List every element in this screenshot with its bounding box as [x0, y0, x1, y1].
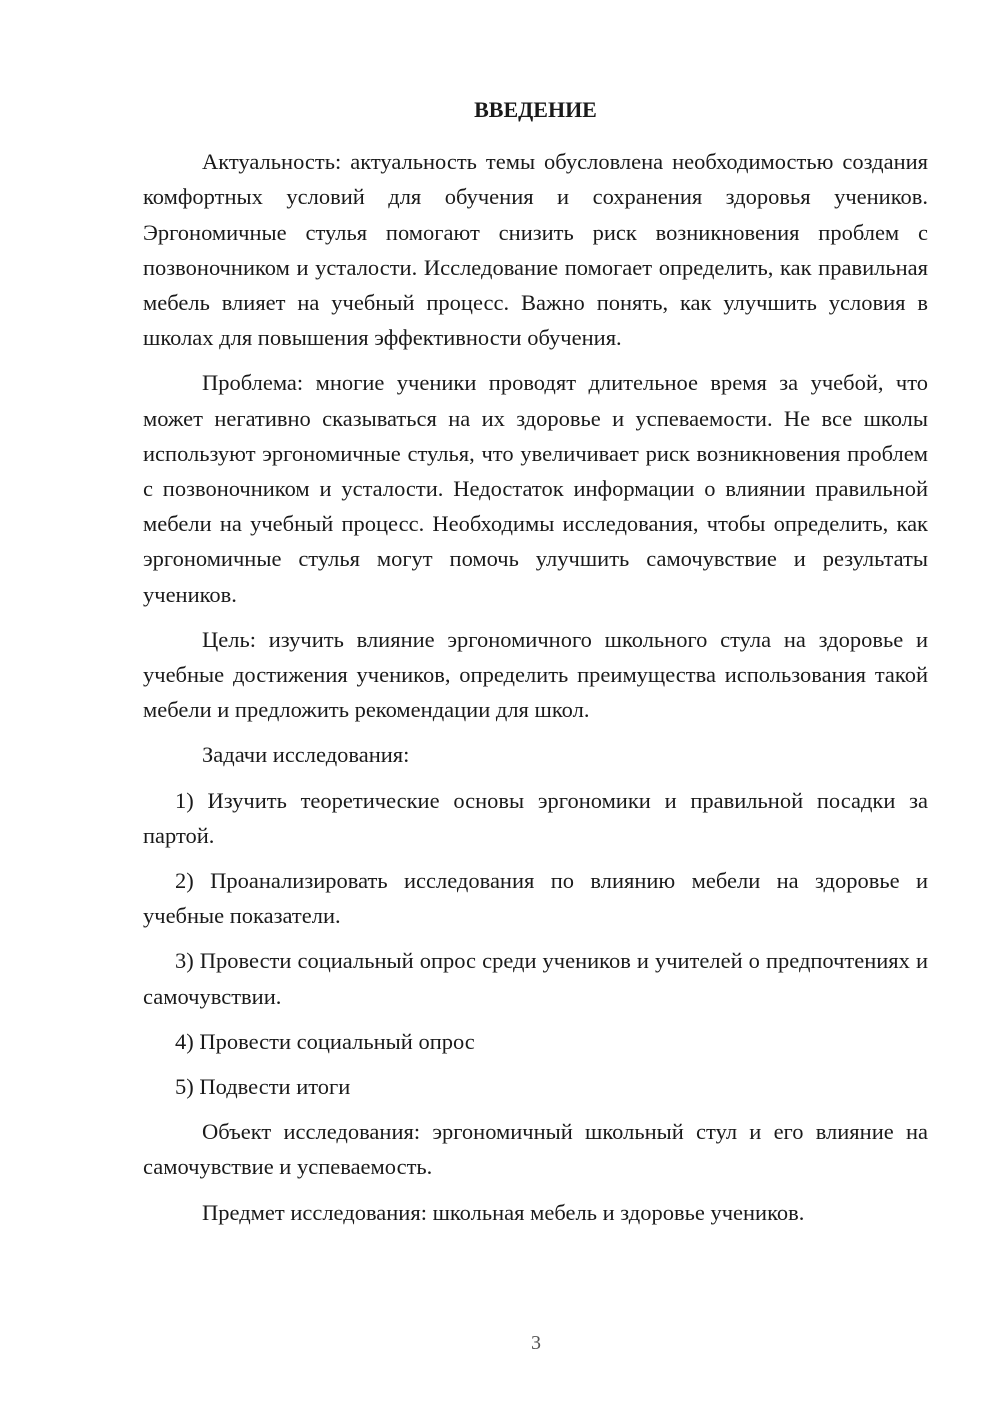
page-number: 3: [531, 1332, 541, 1354]
goal-paragraph: Цель: изучить влияние эргономичного школьного стула на здоровье и учебные достижения учеников, определить преимущества использования такой мебели и предложить рекомендации для школ.: [143, 626, 928, 723]
subject-paragraph: Предмет исследования: школьная мебель и здоровье учеников.: [202, 1199, 805, 1225]
object-paragraph: Объект исследования: эргономичный школьный стул и его влияние на самочувствие и успеваемость.: [143, 1119, 928, 1180]
task-item-4: 4) Провести социальный опрос: [175, 1028, 475, 1054]
task-item-3: 3) Провести социальный опрос среди учеников и учителей о предпочтениях и самочувствии.: [143, 948, 928, 1009]
section-heading: ВВЕДЕНИЕ: [474, 97, 597, 122]
task-item-5: 5) Подвести итоги: [175, 1074, 351, 1100]
tasks-title: Задачи исследования:: [202, 742, 410, 768]
problem-paragraph: Проблема: многие ученики проводят длительное время за учебой, что может негативно сказываться на их здоровье и успеваемости. Не все школы используют эргономичные стулья, что увеличивает риск возникновения проблем с позвоночником и усталости. Недостаток информации о влиянии правильной мебели на учебный процесс. Необходимы исследования, чтобы определить, как эргономичные стулья могут помочь улучшить самочувствие и результаты учеников.: [143, 370, 928, 607]
document-page: [143, 92, 928, 1240]
relevance-paragraph: Актуальность: актуальность темы обусловлена необходимостью создания комфортных условий для обучения и сохранения здоровья учеников. Эргономичные стулья помогают снизить риск возникновения проблем с позвоночником и усталости. Исследование помогает определить, как правильная мебель влияет на учебный процесс. Важно понять, как улучшить условия в школах для повышения эффективности обучения.: [143, 149, 928, 351]
task-item-1: 1) Изучить теоретические основы эргономики и правильной посадки за партой.: [143, 787, 928, 848]
task-item-2: 2) Проанализировать исследования по влиянию мебели на здоровье и учебные показатели.: [143, 868, 928, 929]
